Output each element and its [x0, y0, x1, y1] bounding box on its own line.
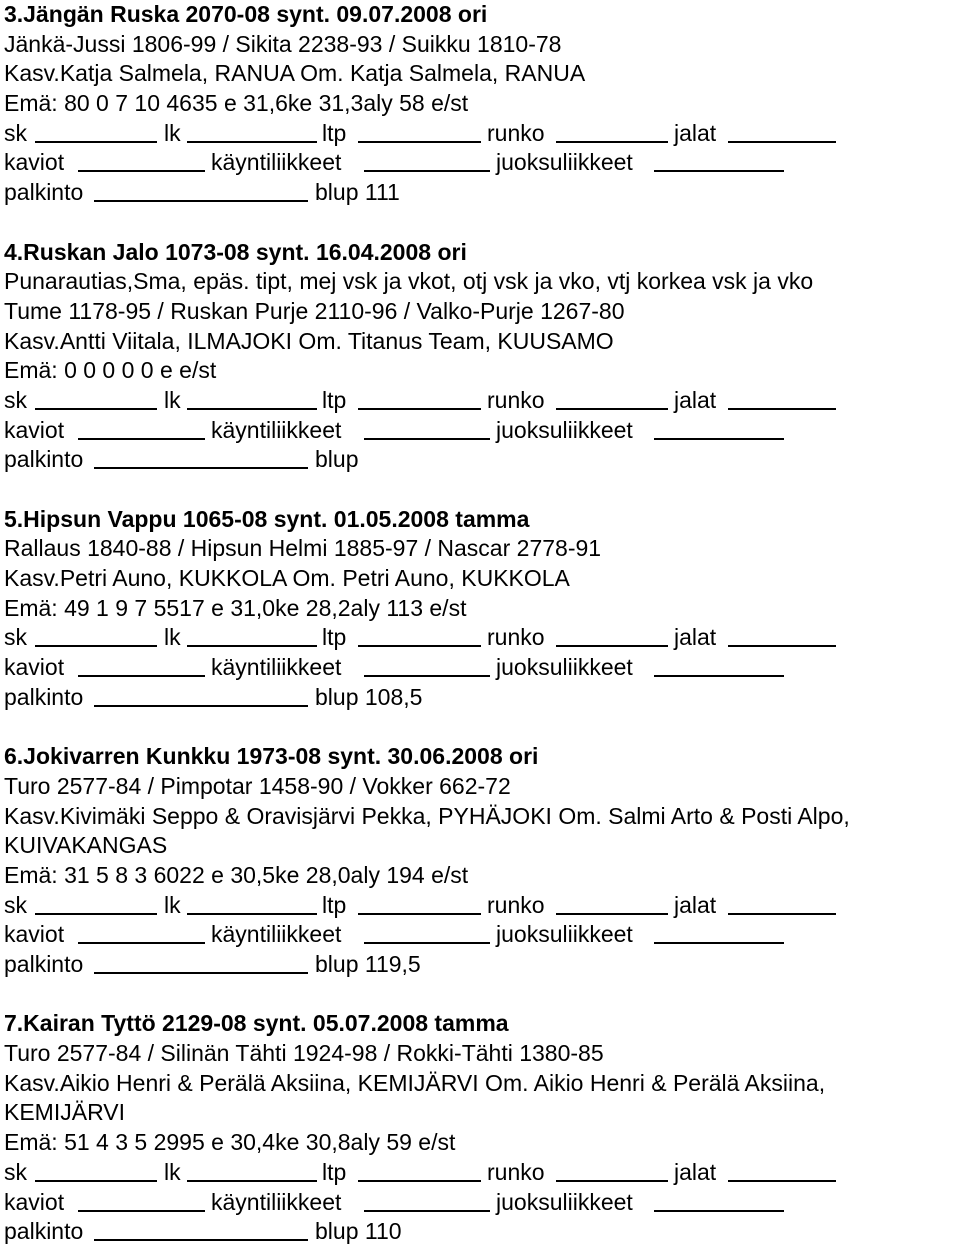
label-jalat: jalat [674, 891, 717, 918]
blup-value: blup [315, 446, 359, 473]
label-palkinto: palkinto [4, 951, 84, 977]
entry-info-line: Emä: 0 0 0 0 0 e e/st [4, 357, 217, 384]
label-sk: sk [4, 891, 27, 918]
blank-juoksuliikkeet [654, 675, 784, 677]
label-juoksuliikkeet: juoksuliikkeet [496, 416, 633, 443]
score-row-2 [4, 416, 960, 446]
entry-info [4, 534, 960, 623]
blank-kayntiliikkeet [364, 170, 490, 172]
entry-heading: 5.Hipsun Vappu 1065-08 synt. 01.05.2008 tamma [4, 505, 530, 532]
blank-lk [187, 1180, 317, 1182]
entry-info-line: Tume 1178-95 / Ruskan Purje 2110-96 / Valko-Purje 1267-80 [4, 297, 625, 324]
label-kaviot: kaviot [4, 921, 65, 948]
label-ltp: ltp [322, 891, 347, 918]
entry-info-line: KEMIJÄRVI [4, 1099, 125, 1126]
score-row-1 [4, 891, 960, 921]
entry-info-line: Emä: 49 1 9 7 5517 e 31,0ke 28,2aly 113 e/st [4, 594, 467, 621]
document [4, 0, 960, 1247]
blank-jalat [728, 408, 836, 410]
label-palkinto: palkinto [4, 179, 84, 206]
blup-value: blup 119,5 [315, 951, 421, 977]
score-row-2 [4, 1188, 960, 1218]
score-row-1 [4, 1158, 960, 1188]
label-runko: runko [487, 891, 545, 918]
blank-sk [35, 1180, 157, 1182]
label-runko: runko [487, 119, 545, 146]
label-runko: runko [487, 386, 545, 413]
blank-palkinto [94, 200, 308, 202]
blank-ltp [358, 645, 481, 647]
blank-jalat [728, 1180, 836, 1182]
blank-juoksuliikkeet [654, 942, 784, 944]
blank-lk [187, 913, 317, 915]
label-palkinto: palkinto [4, 1218, 84, 1245]
blup-value: blup 111 [315, 179, 400, 206]
label-kaviot: kaviot [4, 416, 65, 443]
label-jalat: jalat [674, 386, 717, 413]
blank-lk [187, 408, 317, 410]
entry-spacer [4, 980, 960, 1010]
label-lk: lk [164, 1158, 181, 1185]
entry-info-line: Kasv.Aikio Henri & Perälä Aksiina, KEMIJÄRVI Om. Aikio Henri & Perälä Aksiina, [4, 1069, 826, 1096]
horse-entry-4 [4, 238, 960, 476]
score-row-3 [4, 950, 960, 980]
blank-runko [556, 645, 668, 647]
label-runko: runko [487, 1158, 545, 1185]
entry-spacer [4, 475, 960, 505]
entry-info-line: Kasv.Petri Auno, KUKKOLA Om. Petri Auno, KUKKOLA [4, 565, 570, 592]
entry-spacer [4, 713, 960, 743]
entry-info-line: Jänkä-Jussi 1806-99 / Sikita 2238-93 / Suikku 1810-78 [4, 30, 562, 57]
label-sk: sk [4, 1158, 27, 1185]
label-palkinto: palkinto [4, 683, 84, 710]
label-kayntiliikkeet: käyntiliikkeet [211, 416, 342, 443]
horse-entry-5 [4, 505, 960, 713]
label-kayntiliikkeet: käyntiliikkeet [211, 654, 342, 681]
label-jalat: jalat [674, 624, 717, 651]
entry-info-line: Emä: 31 5 8 3 6022 e 30,5ke 28,0aly 194 e/st [4, 861, 469, 888]
label-juoksuliikkeet: juoksuliikkeet [496, 149, 633, 176]
score-row-1 [4, 386, 960, 416]
label-runko: runko [487, 624, 545, 651]
blank-sk [35, 913, 157, 915]
label-palkinto: palkinto [4, 446, 84, 473]
blank-ltp [358, 1180, 481, 1182]
label-juoksuliikkeet: juoksuliikkeet [496, 654, 633, 681]
label-lk: lk [164, 119, 181, 146]
label-juoksuliikkeet: juoksuliikkeet [496, 921, 633, 948]
score-row-3 [4, 178, 960, 208]
blank-palkinto [94, 467, 308, 469]
label-kaviot: kaviot [4, 654, 65, 681]
blank-runko [556, 1180, 668, 1182]
blank-palkinto [94, 1239, 308, 1241]
blank-juoksuliikkeet [654, 170, 784, 172]
label-ltp: ltp [322, 119, 347, 146]
horse-entry-7 [4, 1009, 960, 1247]
blank-ltp [358, 408, 481, 410]
blank-kayntiliikkeet [364, 438, 490, 440]
entry-info-line: Punarautias,Sma, epäs. tipt, mej vsk ja vkot, otj vsk ja vko, vtj korkea vsk ja vko [4, 268, 814, 295]
entry-info-line: KUIVAKANGAS [4, 832, 168, 859]
blank-palkinto [94, 705, 308, 707]
blank-kaviot [78, 675, 205, 677]
blank-ltp [358, 913, 481, 915]
blank-lk [187, 141, 317, 143]
score-row-3 [4, 1217, 960, 1247]
horse-entry-6 [4, 742, 960, 980]
blank-kaviot [78, 1210, 205, 1212]
entry-heading: 6.Jokivarren Kunkku 1973-08 synt. 30.06.2008 ori [4, 743, 539, 770]
label-jalat: jalat [674, 1158, 717, 1185]
blank-sk [35, 645, 157, 647]
score-row-3 [4, 683, 960, 713]
entry-spacer [4, 208, 960, 238]
blank-sk [35, 141, 157, 143]
blup-value: blup 110 [315, 1218, 402, 1245]
label-ltp: ltp [322, 624, 347, 651]
score-row-1 [4, 119, 960, 149]
blank-kaviot [78, 942, 205, 944]
label-ltp: ltp [322, 1158, 347, 1185]
label-kaviot: kaviot [4, 1188, 65, 1215]
entry-heading: 7.Kairan Tyttö 2129-08 synt. 05.07.2008 tamma [4, 1010, 509, 1037]
blank-palkinto [94, 972, 308, 974]
label-kayntiliikkeet: käyntiliikkeet [211, 149, 342, 176]
blank-juoksuliikkeet [654, 438, 784, 440]
label-sk: sk [4, 386, 27, 413]
horse-entry-3 [4, 0, 960, 208]
score-row-2 [4, 148, 960, 178]
label-lk: lk [164, 891, 181, 918]
score-row-2 [4, 653, 960, 683]
blank-jalat [728, 913, 836, 915]
score-row-2 [4, 920, 960, 950]
entry-info [4, 1039, 960, 1158]
blank-kayntiliikkeet [364, 942, 490, 944]
score-row-1 [4, 623, 960, 653]
blank-runko [556, 913, 668, 915]
entry-info-line: Kasv.Katja Salmela, RANUA Om. Katja Salmela, RANUA [4, 60, 586, 87]
entry-heading: 4.Ruskan Jalo 1073-08 synt. 16.04.2008 ori [4, 238, 467, 265]
blank-sk [35, 408, 157, 410]
entry-info [4, 772, 960, 891]
entry-info-line: Turo 2577-84 / Silinän Tähti 1924-98 / Rokki-Tähti 1380-85 [4, 1040, 604, 1067]
label-lk: lk [164, 386, 181, 413]
label-kayntiliikkeet: käyntiliikkeet [211, 921, 342, 948]
blank-kaviot [78, 438, 205, 440]
entry-heading: 3.Jängän Ruska 2070-08 synt. 09.07.2008 ori [4, 1, 488, 27]
entry-info-line: Kasv.Kivimäki Seppo & Oravisjärvi Pekka, PYHÄJOKI Om. Salmi Arto & Posti Alpo, [4, 802, 850, 829]
entry-info [4, 267, 960, 386]
label-kayntiliikkeet: käyntiliikkeet [211, 1188, 342, 1215]
entry-info-line: Rallaus 1840-88 / Hipsun Helmi 1885-97 / Nascar 2778-91 [4, 535, 602, 562]
label-jalat: jalat [674, 119, 717, 146]
entry-info-line: Turo 2577-84 / Pimpotar 1458-90 / Vokker 662-72 [4, 772, 511, 799]
entry-info-line: Emä: 80 0 7 10 4635 e 31,6ke 31,3aly 58 e/st [4, 90, 469, 117]
blank-jalat [728, 141, 836, 143]
blank-ltp [358, 141, 481, 143]
score-row-3 [4, 445, 960, 475]
entry-info-line: Kasv.Antti Viitala, ILMAJOKI Om. Titanus Team, KUUSAMO [4, 327, 614, 354]
blank-kaviot [78, 170, 205, 172]
label-lk: lk [164, 624, 181, 651]
label-kaviot: kaviot [4, 149, 65, 176]
entry-info-line: Emä: 51 4 3 5 2995 e 30,4ke 30,8aly 59 e/st [4, 1129, 456, 1156]
blank-jalat [728, 645, 836, 647]
blup-value: blup 108,5 [315, 683, 423, 710]
entry-info [4, 30, 960, 119]
blank-juoksuliikkeet [654, 1210, 784, 1212]
blank-runko [556, 141, 668, 143]
blank-kayntiliikkeet [364, 675, 490, 677]
label-ltp: ltp [322, 386, 347, 413]
blank-runko [556, 408, 668, 410]
blank-kayntiliikkeet [364, 1210, 490, 1212]
label-juoksuliikkeet: juoksuliikkeet [496, 1188, 633, 1215]
label-sk: sk [4, 624, 27, 651]
label-sk: sk [4, 119, 27, 146]
blank-lk [187, 645, 317, 647]
